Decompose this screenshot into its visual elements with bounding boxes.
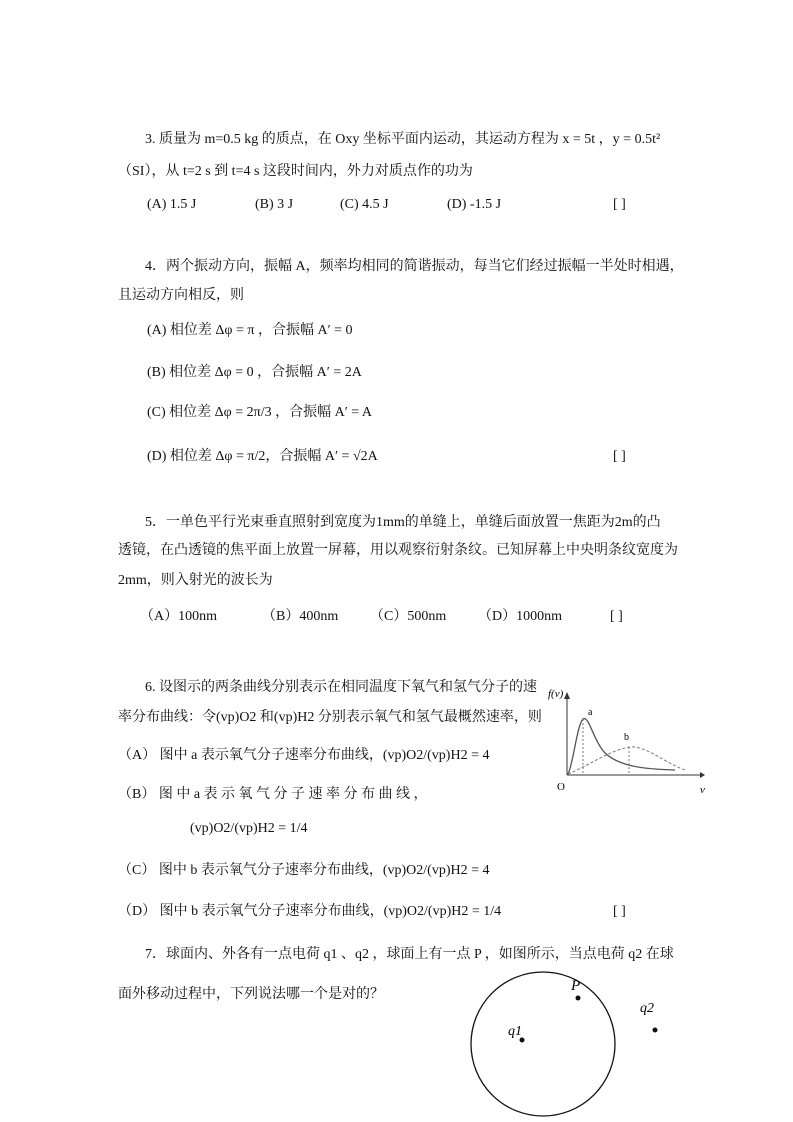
q4-answer-bracket: [ ] xyxy=(613,449,626,464)
q5-line1: 5．一单色平行光束垂直照射到宽度为1mm的单缝上，单缝后面放置一焦距为2m的凸 xyxy=(145,515,661,530)
q3-option-a: (A) 1.5 J xyxy=(147,197,197,212)
sphere-figure xyxy=(460,965,680,1122)
curve-b-label: b xyxy=(624,732,629,743)
q4-option-b: (B) 相位差 Δφ = 0 ，合振幅 A′ = 2A xyxy=(147,365,362,380)
q6-option-a: （A） 图中 a 表示氧气分子速率分布曲线，(vp)O2/(vp)H2 = 4 xyxy=(118,748,490,763)
q6-answer-bracket: [ ] xyxy=(613,904,626,919)
origin-label: O xyxy=(557,781,565,793)
q6-line2: 率分布曲线：令(vp)O2 和(vp)H2 分别表示氧气和氢气最概然速率，则 xyxy=(118,710,542,725)
curve-a xyxy=(568,719,675,774)
q5-option-d: （D）1000nm xyxy=(478,609,562,624)
q7-line2: 面外移动过程中，下列说法哪一个是对的？ xyxy=(118,987,384,1002)
q7-line1: 7．球面内、外各有一点电荷 q1 、q2 ，球面上有一点 P ，如图所示，当点电荷 q2 在球 xyxy=(145,947,674,962)
point-p xyxy=(576,996,581,1001)
y-axis-arrow-icon xyxy=(564,692,570,699)
q5-option-b: （B）400nm xyxy=(262,609,339,624)
q4-option-a: (A) 相位差 Δφ = π ，合振幅 A′ = 0 xyxy=(147,323,353,338)
speed-distribution-figure xyxy=(545,675,710,800)
q6-option-d: （D） 图中 b 表示氧气分子速率分布曲线，(vp)O2/(vp)H2 = 1/4 xyxy=(118,904,502,919)
q4-option-c: (C) 相位差 Δφ = 2π/3 ，合振幅 A′ = A xyxy=(147,405,373,420)
q4-option-d: (D) 相位差 Δφ = π/2，合振幅 A′ = √2A xyxy=(147,449,378,464)
q4-line2: 且运动方向相反，则 xyxy=(118,288,244,303)
label-p: P xyxy=(571,978,581,994)
q6-option-b: （B） 图 中 a 表 示 氧 气 分 子 速 率 分 布 曲 线 ， xyxy=(118,787,428,802)
q5-option-c: （C）500nm xyxy=(370,609,447,624)
q3-line2: （SI），从 t=2 s 到 t=4 s 这段时间内，外力对质点作的功为 xyxy=(118,164,473,179)
sphere xyxy=(471,972,615,1116)
q5-option-a: （A）100nm xyxy=(140,609,217,624)
q3-answer-bracket: [ ] xyxy=(613,197,626,212)
y-axis-label: f(v) xyxy=(548,688,564,700)
label-q1: q1 xyxy=(508,1024,522,1039)
q3-option-c: (C) 4.5 J xyxy=(340,197,389,212)
curve-a-label: a xyxy=(588,707,593,718)
q3-option-b: (B) 3 J xyxy=(255,197,294,212)
q6-option-b-cont: (vp)O2/(vp)H2 = 1/4 xyxy=(190,821,308,836)
q6-option-c: （C） 图中 b 表示氧气分子速率分布曲线，(vp)O2/(vp)H2 = 4 xyxy=(118,863,490,878)
q3-line1: 3. 质量为 m=0.5 kg 的质点，在 Oxy 坐标平面内运动，其运动方程为 x = 5t ，y = 0.5t² xyxy=(145,132,661,147)
label-q2: q2 xyxy=(640,1001,654,1016)
q3-option-d: (D) -1.5 J xyxy=(447,197,502,212)
q5-answer-bracket: [ ] xyxy=(610,609,623,624)
q5-line2: 透镜，在凸透镜的焦平面上放置一屏幕，用以观察衍射条纹。已知屏幕上中央明条纹宽度为 xyxy=(118,543,678,558)
q4-line1: 4．两个振动方向，振幅 A，频率均相同的简谐振动，每当它们经过振幅一半处时相遇， xyxy=(145,259,684,274)
charge-q2 xyxy=(653,1028,658,1033)
q6-line1: 6. 设图示的两条曲线分别表示在相同温度下氧气和氢气分子的速 xyxy=(145,680,537,695)
q5-line3: 2mm，则入射光的波长为 xyxy=(118,573,273,588)
x-axis-label: v xyxy=(700,784,705,796)
x-axis-arrow-icon xyxy=(700,772,705,778)
